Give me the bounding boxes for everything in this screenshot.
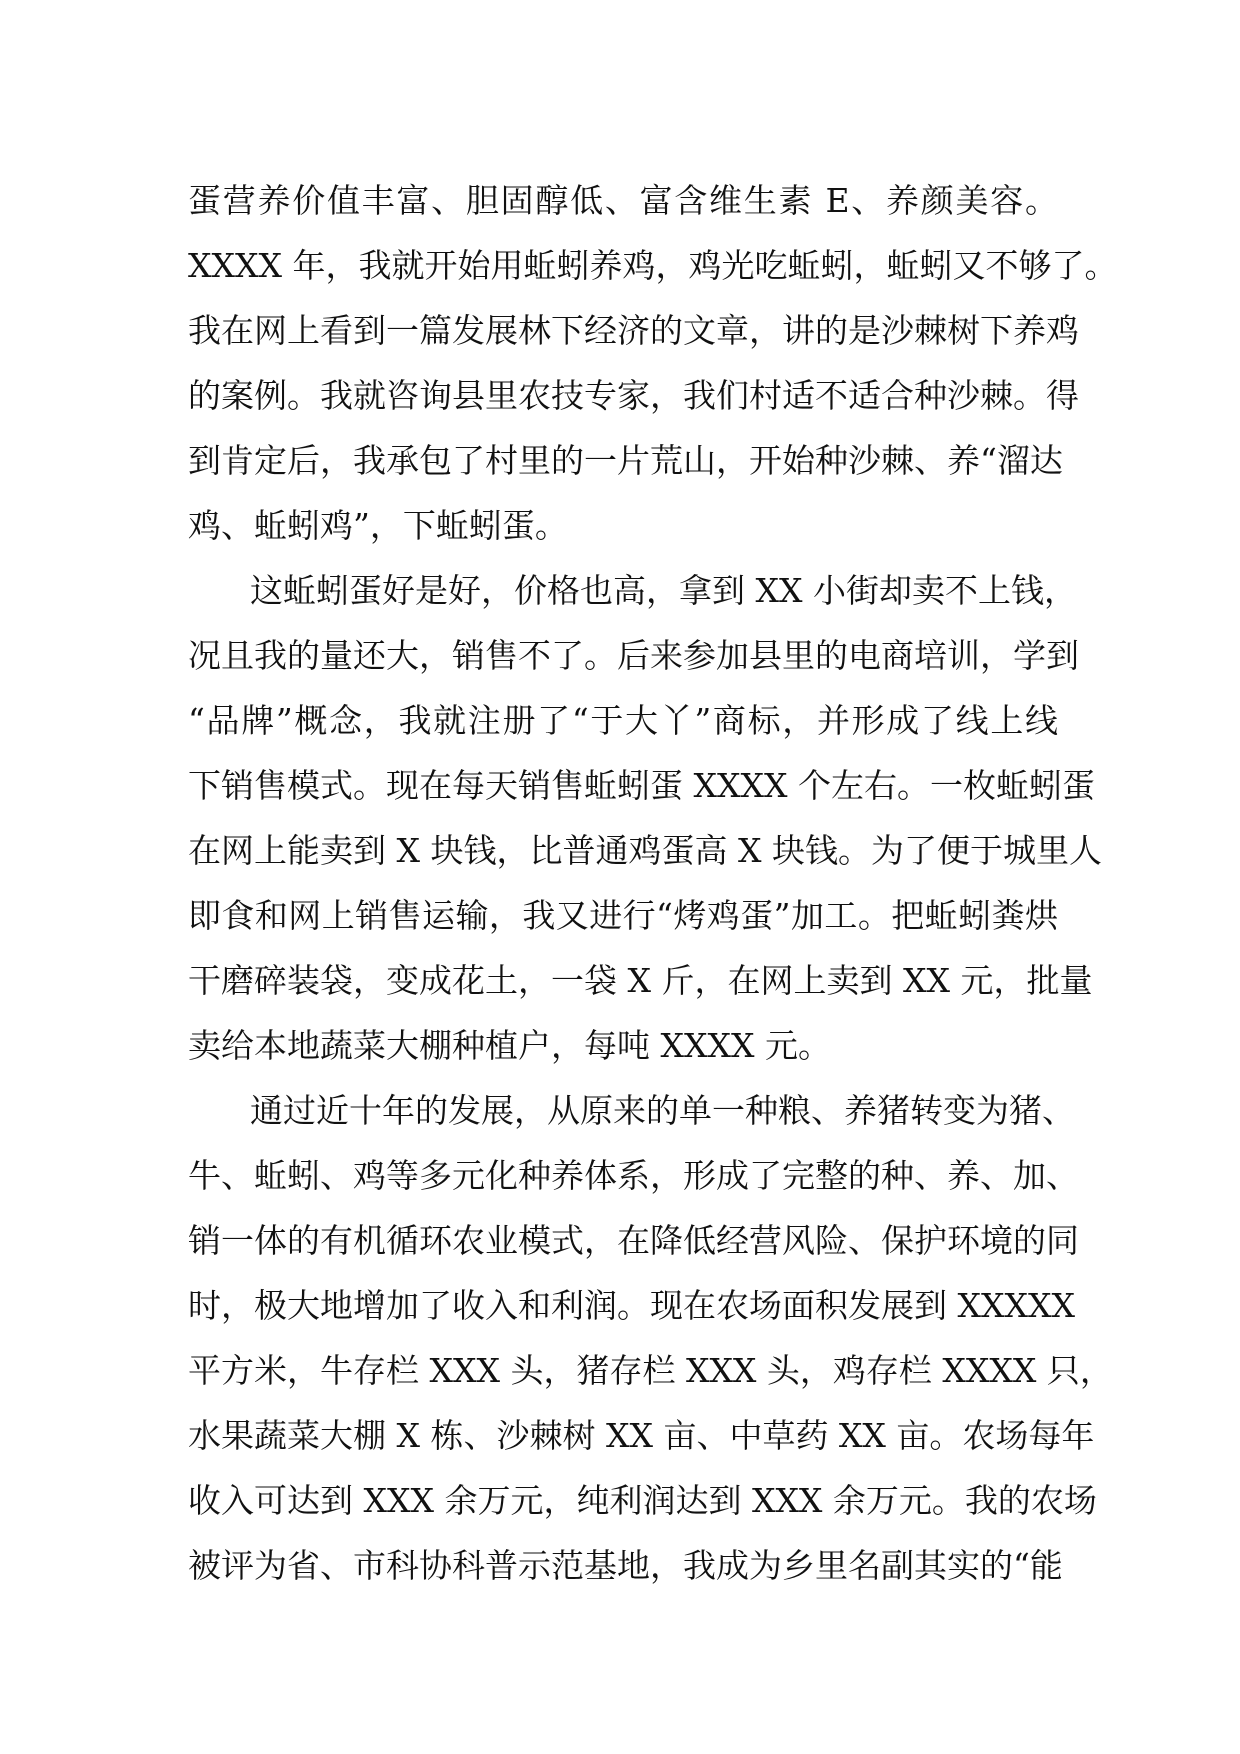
text-line: 蛋营养价值丰富、胆固醇低、富含维生素 E、养颜美容。 [188,181,1058,220]
text-line: 到肯定后，我承包了村里的一片荒山，开始种沙棘、养“溜达 [188,441,1063,480]
text-line: 下销售模式。现在每天销售蚯蚓蛋 XXXX 个左右。一枚蚯蚓蛋 [188,766,1095,805]
text-line: 即食和网上销售运输，我又进行“烤鸡蛋”加工。把蚯蚓粪烘 [188,896,1058,935]
text-line: 卖给本地蔬菜大棚种植户，每吨 XXXX 元。 [188,1026,831,1065]
text-line: 况且我的量还大，销售不了。后来参加县里的电商培训，学到 [188,636,1079,675]
body-text [188,168,1118,1598]
text-line: 的案例。我就咨询县里农技专家，我们村适不适合种沙棘。得 [188,376,1079,415]
text-line: “品牌”概念，我就注册了“于大丫”商标，并形成了线上线 [188,701,1058,740]
text-line: 在网上能卖到 X 块钱，比普通鸡蛋高 X 块钱。为了便于城里人 [188,831,1102,870]
text-line: 销一体的有机循环农业模式，在降低经营风险、保护环境的同 [188,1221,1079,1260]
text-line: 这蚯蚓蛋好是好，价格也高，拿到 XX 小街却卖不上钱， [250,571,1077,610]
text-line: XXXX 年，我就开始用蚯蚓养鸡，鸡光吃蚯蚓，蚯蚓又不够了。 [188,246,1118,285]
text-line: 收入可达到 XXX 余万元，纯利润达到 XXX 余万元。我的农场 [188,1481,1097,1520]
text-line: 通过近十年的发展，从原来的单一种粮、养猪转变为猪、 [250,1091,1075,1130]
text-line: 被评为省、市科协科普示范基地，我成为乡里名副其实的“能 [188,1546,1063,1585]
text-line: 鸡、蚯蚓鸡”，下蚯蚓蛋。 [188,506,568,545]
text-line: 平方米，牛存栏 XXX 头，猪存栏 XXX 头，鸡存栏 XXXX 只， [188,1351,1113,1390]
text-line: 时，极大地增加了收入和利润。现在农场面积发展到 XXXXX [188,1286,1075,1325]
text-line: 水果蔬菜大棚 X 栋、沙棘树 XX 亩、中草药 XX 亩。农场每年 [188,1416,1095,1455]
text-line: 牛、蚯蚓、鸡等多元化种养体系，形成了完整的种、养、加、 [188,1156,1079,1195]
text-line: 干磨碎装袋，变成花土，一袋 X 斤，在网上卖到 XX 元，批量 [188,961,1093,1000]
text-line: 我在网上看到一篇发展林下经济的文章，讲的是沙棘树下养鸡 [188,311,1079,350]
